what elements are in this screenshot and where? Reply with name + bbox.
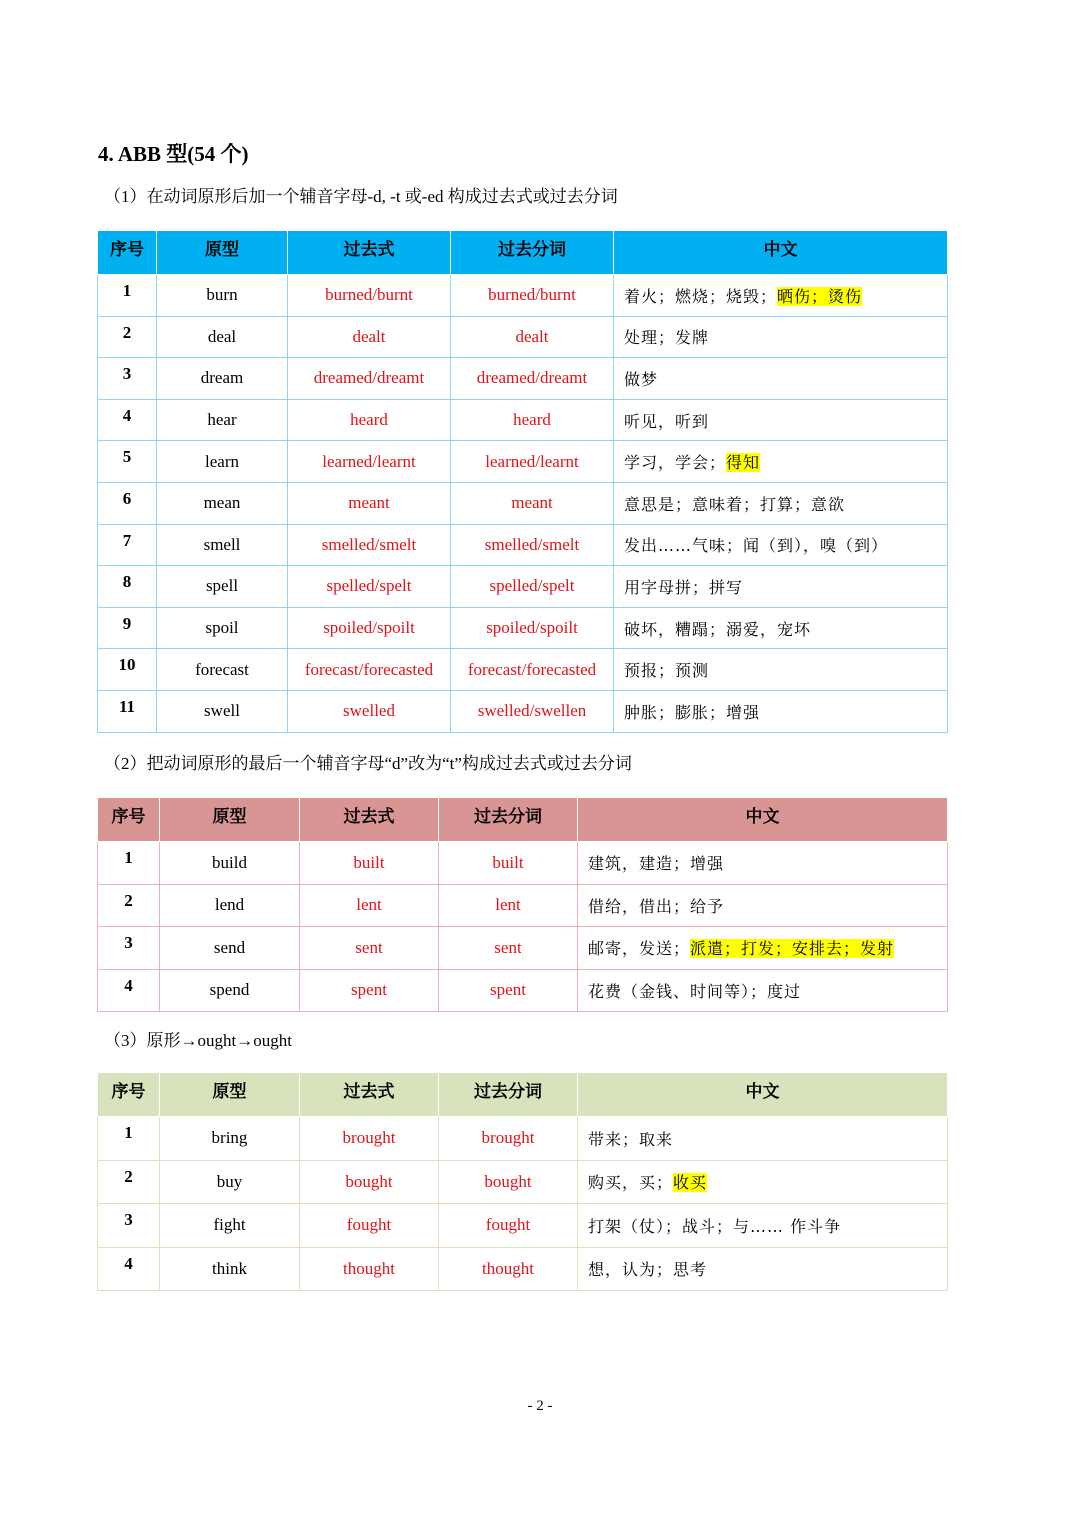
base-form: spoil (157, 607, 288, 649)
past-tense: spelled/spelt (288, 566, 451, 608)
chinese-meaning (614, 275, 948, 317)
page-number: - 2 - (527, 1398, 553, 1414)
table-header-row (98, 231, 948, 275)
meaning-text: 邮寄，发送； (588, 939, 691, 959)
past-participle: smelled/smelt (451, 524, 614, 566)
meaning-text: 肿胀；膨胀；增强 (624, 702, 761, 722)
row-number: 10 (98, 649, 157, 691)
table-row (98, 607, 948, 649)
table-row (98, 1247, 948, 1291)
header-past-tense: 过去式 (300, 1073, 439, 1117)
table-row (98, 524, 948, 566)
row-number: 4 (98, 1247, 160, 1291)
row-number: 7 (98, 524, 157, 566)
meaning-text: 带来；取来 (588, 1129, 674, 1149)
header-base-form: 原型 (160, 1073, 300, 1117)
row-number: 4 (98, 969, 160, 1012)
meaning-text: 借给，借出；给予 (588, 896, 725, 916)
base-form: lend (160, 884, 300, 927)
table-row (98, 690, 948, 732)
meaning-text: 打架（仗）；战斗；与…… 作斗争 (588, 1216, 842, 1236)
chinese-meaning (614, 524, 948, 566)
past-participle: thought (439, 1247, 578, 1291)
header-chinese: 中文 (578, 798, 948, 842)
table-row (98, 441, 948, 483)
table-row (98, 399, 948, 441)
past-participle: bought (439, 1160, 578, 1204)
table-row (98, 1204, 948, 1248)
past-participle: dealt (451, 316, 614, 358)
past-participle: swelled/swellen (451, 690, 614, 732)
chinese-meaning (578, 884, 948, 927)
chinese-meaning (614, 607, 948, 649)
base-form: learn (157, 441, 288, 483)
past-participle: built (439, 842, 578, 885)
chinese-meaning (578, 927, 948, 970)
table-row (98, 1117, 948, 1161)
verb-table-2 (97, 797, 948, 1012)
table-row (98, 275, 948, 317)
base-form: fight (160, 1204, 300, 1248)
table-row (98, 1160, 948, 1204)
chinese-meaning (614, 649, 948, 691)
base-form: hear (157, 399, 288, 441)
past-participle: forecast/forecasted (451, 649, 614, 691)
section-1-subtitle: （1）在动词原形后加一个辅音字母-d, -t 或-ed 构成过去式或过去分词 (104, 187, 618, 206)
meaning-text: 预报；预测 (624, 661, 710, 681)
base-form: think (160, 1247, 300, 1291)
header-past-tense: 过去式 (300, 798, 439, 842)
row-number: 2 (98, 316, 157, 358)
past-participle: brought (439, 1117, 578, 1161)
past-participle: spelled/spelt (451, 566, 614, 608)
meaning-text: 破坏，糟蹋；溺爱，宠坏 (624, 619, 812, 639)
header-past-participle: 过去分词 (451, 231, 614, 275)
past-tense: burned/burnt (288, 275, 451, 317)
base-form: mean (157, 482, 288, 524)
past-tense: smelled/smelt (288, 524, 451, 566)
row-number: 5 (98, 441, 157, 483)
chinese-meaning (578, 1117, 948, 1161)
chinese-meaning (614, 482, 948, 524)
base-form: deal (157, 316, 288, 358)
table-body (98, 842, 948, 1012)
past-tense: forecast/forecasted (288, 649, 451, 691)
past-participle: burned/burnt (451, 275, 614, 317)
meaning-text: 建筑，建造；增强 (588, 854, 725, 874)
chinese-meaning (614, 566, 948, 608)
highlighted-meaning: 晒伤；烫伤 (777, 286, 863, 306)
chinese-meaning (614, 316, 948, 358)
past-participle: heard (451, 399, 614, 441)
chinese-meaning (578, 1247, 948, 1291)
verb-table-3 (97, 1072, 948, 1291)
section-3-subtitle: （3）原形→ought→ought (104, 1031, 292, 1050)
past-participle: dreamed/dreamt (451, 358, 614, 400)
row-number: 4 (98, 399, 157, 441)
past-participle: learned/learnt (451, 441, 614, 483)
row-number: 11 (98, 690, 157, 732)
past-tense: fought (300, 1204, 439, 1248)
row-number: 9 (98, 607, 157, 649)
row-number: 1 (98, 1117, 160, 1161)
table-row (98, 969, 948, 1012)
base-form: dream (157, 358, 288, 400)
table-row (98, 884, 948, 927)
table-row (98, 566, 948, 608)
chinese-meaning (578, 1204, 948, 1248)
base-form: spell (157, 566, 288, 608)
past-participle: spoiled/spoilt (451, 607, 614, 649)
meaning-text: 听见，听到 (624, 411, 710, 431)
table-row (98, 927, 948, 970)
base-form: build (160, 842, 300, 885)
base-form: bring (160, 1117, 300, 1161)
base-form: burn (157, 275, 288, 317)
meaning-text: 用字母拼；拼写 (624, 577, 744, 597)
row-number: 6 (98, 482, 157, 524)
past-tense: meant (288, 482, 451, 524)
table-body (98, 1117, 948, 1291)
chinese-meaning (614, 441, 948, 483)
highlighted-meaning: 派遣；打发；安排去；发射 (690, 939, 895, 959)
past-tense: sent (300, 927, 439, 970)
header-past-participle: 过去分词 (439, 1073, 578, 1117)
page-heading: 4. ABB 型(54 个) (98, 142, 249, 166)
past-tense: brought (300, 1117, 439, 1161)
header-number: 序号 (98, 798, 160, 842)
row-number: 1 (98, 842, 160, 885)
meaning-text: 处理；发牌 (624, 328, 710, 348)
past-tense: heard (288, 399, 451, 441)
row-number: 1 (98, 275, 157, 317)
header-number: 序号 (98, 1073, 160, 1117)
base-form: spend (160, 969, 300, 1012)
past-tense: dealt (288, 316, 451, 358)
meaning-text: 意思是；意味着；打算；意欲 (624, 494, 846, 514)
chinese-meaning (578, 1160, 948, 1204)
table-row (98, 316, 948, 358)
header-base-form: 原型 (157, 231, 288, 275)
base-form: smell (157, 524, 288, 566)
header-number: 序号 (98, 231, 157, 275)
past-tense: lent (300, 884, 439, 927)
past-tense: bought (300, 1160, 439, 1204)
chinese-meaning (614, 358, 948, 400)
table-row (98, 358, 948, 400)
past-participle: meant (451, 482, 614, 524)
meaning-text: 发出……气味；闻（到），嗅（到） (624, 536, 889, 556)
chinese-meaning (578, 969, 948, 1012)
highlighted-meaning: 收买 (673, 1173, 708, 1193)
past-tense: swelled (288, 690, 451, 732)
chinese-meaning (614, 399, 948, 441)
past-participle: fought (439, 1204, 578, 1248)
past-participle: spent (439, 969, 578, 1012)
meaning-text: 想，认为；思考 (588, 1260, 708, 1280)
meaning-text: 购买，买； (588, 1173, 674, 1193)
past-tense: spoiled/spoilt (288, 607, 451, 649)
past-participle: lent (439, 884, 578, 927)
past-participle: sent (439, 927, 578, 970)
past-tense: learned/learnt (288, 441, 451, 483)
header-base-form: 原型 (160, 798, 300, 842)
base-form: send (160, 927, 300, 970)
row-number: 3 (98, 358, 157, 400)
past-tense: spent (300, 969, 439, 1012)
verb-table-1 (97, 230, 948, 733)
table-header-row (98, 798, 948, 842)
row-number: 2 (98, 1160, 160, 1204)
meaning-text: 学习，学会； (624, 453, 727, 473)
section-2-subtitle: （2）把动词原形的最后一个辅音字母“d”改为“t”构成过去式或过去分词 (104, 754, 632, 773)
row-number: 2 (98, 884, 160, 927)
header-past-tense: 过去式 (288, 231, 451, 275)
base-form: swell (157, 690, 288, 732)
header-past-participle: 过去分词 (439, 798, 578, 842)
row-number: 8 (98, 566, 157, 608)
table-header-row (98, 1073, 948, 1117)
base-form: forecast (157, 649, 288, 691)
chinese-meaning (578, 842, 948, 885)
past-tense: dreamed/dreamt (288, 358, 451, 400)
base-form: buy (160, 1160, 300, 1204)
header-chinese: 中文 (614, 231, 948, 275)
meaning-text: 着火；燃烧；烧毁； (624, 286, 778, 306)
row-number: 3 (98, 1204, 160, 1248)
past-tense: thought (300, 1247, 439, 1291)
highlighted-meaning: 得知 (726, 453, 761, 473)
header-chinese: 中文 (578, 1073, 948, 1117)
chinese-meaning (614, 690, 948, 732)
table-row (98, 842, 948, 885)
past-tense: built (300, 842, 439, 885)
meaning-text: 花费（金钱、时间等）；度过 (588, 981, 802, 1001)
row-number: 3 (98, 927, 160, 970)
table-body (98, 275, 948, 733)
table-row (98, 649, 948, 691)
meaning-text: 做梦 (624, 369, 659, 389)
table-row (98, 482, 948, 524)
